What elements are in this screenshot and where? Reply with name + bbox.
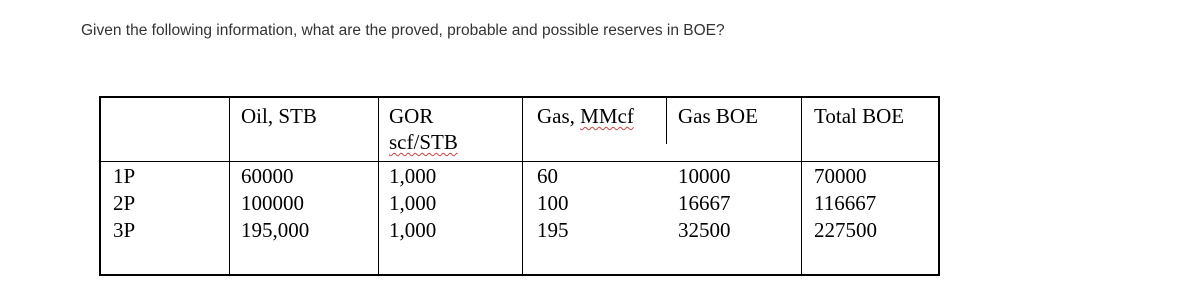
- cell-oil-1p: 60000: [241, 164, 294, 188]
- cell-oil-3p: 195,000: [241, 218, 310, 242]
- column-divider: [378, 96, 379, 276]
- header-divider: [99, 161, 940, 162]
- cell-gas-2p: 100: [537, 191, 569, 215]
- header-gor-line1: GOR: [389, 104, 434, 128]
- header-gas-text: Gas, MMcf: [537, 104, 634, 128]
- cell-gor-2p: 1,000: [389, 191, 437, 215]
- cell-total-boe-1p: 70000: [814, 164, 867, 188]
- column-divider: [229, 96, 230, 276]
- column-divider: [666, 96, 667, 144]
- column-divider: [801, 96, 802, 276]
- question-text: Given the following information, what are the proved, probable and possible reserves in BOE?: [81, 22, 725, 39]
- cell-gas-boe-1p: 10000: [678, 164, 731, 188]
- reserves-table: [99, 96, 940, 276]
- row-label-3p: 3P: [113, 218, 136, 242]
- cell-total-boe-3p: 227500: [814, 218, 877, 242]
- header-gas: [537, 105, 634, 128]
- cell-gas-3p: 195: [537, 218, 569, 242]
- row-label-1p: 1P: [113, 164, 136, 188]
- header-total-boe: Total BOE: [814, 104, 905, 128]
- cell-gas-boe-3p: 32500: [678, 218, 731, 242]
- header-gor-line2: scf/STB: [389, 130, 458, 154]
- cell-gas-boe-2p: 16667: [678, 191, 731, 215]
- column-divider: [522, 96, 523, 276]
- cell-gas-1p: 60: [537, 164, 558, 188]
- header-oil: Oil, STB: [241, 104, 317, 128]
- cell-gor-1p: 1,000: [389, 164, 437, 188]
- cell-oil-2p: 100000: [241, 191, 304, 215]
- header-gas-unit: MMcf: [580, 104, 634, 128]
- row-label-2p: 2P: [113, 191, 136, 215]
- header-gas-boe: Gas BOE: [678, 104, 758, 128]
- cell-total-boe-2p: 116667: [814, 191, 877, 215]
- cell-gor-3p: 1,000: [389, 218, 437, 242]
